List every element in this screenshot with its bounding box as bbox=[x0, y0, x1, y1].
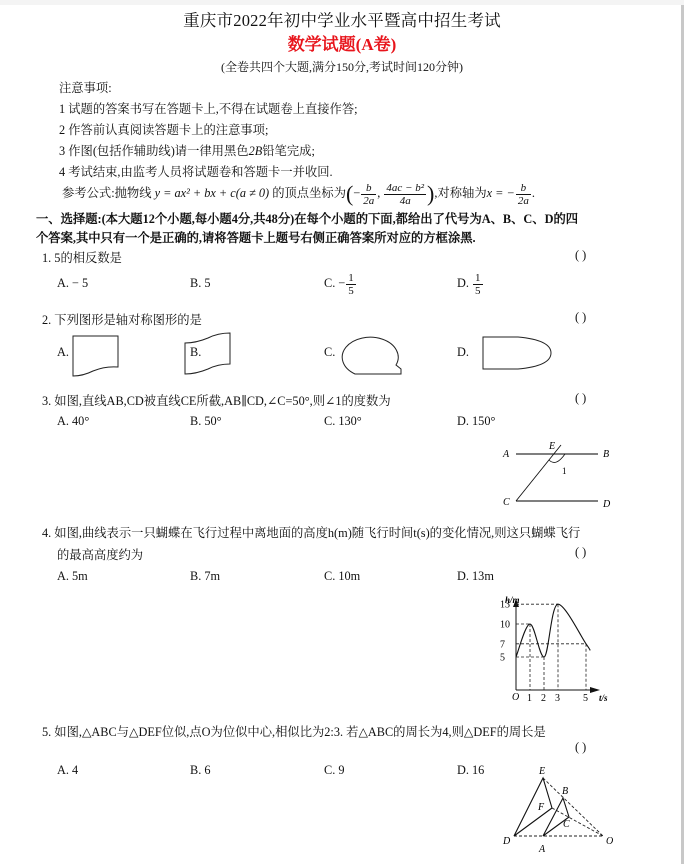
notice-heading: 注意事项: bbox=[59, 81, 112, 95]
y-tick-label: 10 bbox=[500, 619, 510, 631]
triangle-abc bbox=[543, 798, 569, 836]
paper-subtitle: 数学试题(A卷) bbox=[287, 35, 397, 54]
q4-option-d[interactable]: D. 13m bbox=[457, 569, 494, 583]
fraction: $\frac{1}{5}$ bbox=[475, 271, 481, 297]
formula-mid: 的顶点坐标为 bbox=[272, 186, 346, 200]
answer-bracket[interactable]: ( ) bbox=[575, 740, 587, 754]
q2-option-a[interactable]: A. bbox=[57, 345, 69, 359]
notice-item bbox=[59, 141, 315, 159]
q3-parallel-lines-figure bbox=[490, 430, 630, 520]
q4-height-time-chart bbox=[490, 590, 620, 705]
notice-item-text: 3 作图(包括作辅助线)请一律用黑色 bbox=[59, 144, 249, 158]
vertex-y-fraction: $\frac{\text{4ac − b²}}{4a}$ bbox=[386, 181, 425, 207]
q2-option-d[interactable]: D. bbox=[457, 345, 469, 359]
y-tick-label: 13 bbox=[500, 599, 510, 611]
question-3-stem: 3. 如图,直线AB,CD被直线CE所截,AB∥CD,∠C=50°,则∠1的度数为 bbox=[42, 394, 391, 408]
axis-lhs: x = − bbox=[486, 186, 515, 200]
fraction: $\frac{1}{5}$ bbox=[348, 271, 354, 297]
segment-fo bbox=[552, 808, 603, 836]
question-1-stem: 1. 5的相反数是 bbox=[42, 251, 122, 265]
pencil-grade: 2B bbox=[248, 144, 263, 158]
question-4-stem-line1: 4. 如图,曲线表示一只蝴蝶在飞行过程中离地面的高度h(m)随飞行时间t(s)的变化情况,则这只蝴蝶飞行 bbox=[42, 526, 581, 540]
y-tick-label: 5 bbox=[500, 652, 505, 664]
answer-bracket[interactable]: ( ) bbox=[575, 391, 587, 405]
q3-option-c[interactable]: C. 130° bbox=[324, 414, 362, 428]
q1-option-b[interactable]: B. 5 bbox=[190, 276, 211, 290]
label-b: B bbox=[603, 449, 610, 460]
question-5-stem: 5. 如图,△ABC与△DEF位似,点O为位似中心,相似比为2:3. 若△ABC的周长为4,则△DEF的周长是 bbox=[42, 725, 546, 739]
label-angle-1: 1 bbox=[562, 466, 567, 476]
parabola-expression: y = ax² + bx + c(a ≠ 0) bbox=[154, 186, 270, 200]
origin-label: O bbox=[512, 692, 520, 703]
q3-option-d[interactable]: D. 150° bbox=[457, 414, 496, 428]
label-d: D bbox=[603, 499, 611, 510]
x-tick-label: 1 bbox=[527, 693, 532, 704]
notice-item: 4 考试结束,由监考人员将试题卷和答题卡一并收回. bbox=[59, 165, 333, 179]
notice-item-tail: 铅笔完成; bbox=[262, 144, 315, 158]
q1-option-d[interactable]: D. $\frac{1}{5}$ bbox=[457, 271, 481, 297]
label-a: A bbox=[539, 844, 546, 855]
answer-bracket[interactable]: ( ) bbox=[575, 545, 587, 559]
q5-similar-triangles-figure bbox=[495, 760, 625, 864]
label-f: F bbox=[538, 802, 545, 813]
height-curve bbox=[516, 604, 590, 657]
exam-note: (全卷共四个大题,满分150分,考试时间120分钟) bbox=[221, 60, 463, 74]
answer-bracket[interactable]: ( ) bbox=[575, 310, 587, 324]
notice-item: 1 试题的答案书写在答题卡上,不得在试题卷上直接作答; bbox=[59, 102, 358, 116]
y-tick-label: 7 bbox=[500, 639, 505, 651]
q2-option-b[interactable]: B. bbox=[190, 345, 202, 359]
q2-option-c[interactable]: C. bbox=[324, 345, 336, 359]
y-axis-label: h/m bbox=[505, 595, 520, 605]
reference-formula: 参考公式:抛物线 y = ax² + bx + c(a ≠ 0) 的顶点坐标为(− $\frac{b}{2a}$ , $\frac{\text{4ac − b²}}{4a}$ ),对称轴为x = − $\frac{b}{2a}$ . bbox=[62, 181, 535, 207]
q5-option-d[interactable]: D. 16 bbox=[457, 763, 485, 777]
q4-option-c[interactable]: C. 10m bbox=[324, 569, 361, 583]
shape-a-wavy-rectangle bbox=[73, 336, 118, 376]
label-d: D bbox=[503, 836, 511, 847]
section-heading-line2: 个答案,其中只有一个是正确的,请将答题卡上题号右侧正确答案所对应的方框涂黑. bbox=[36, 231, 476, 245]
label-c: C bbox=[563, 819, 570, 830]
label-e: E bbox=[539, 766, 546, 777]
q5-option-a[interactable]: A. 4 bbox=[57, 763, 79, 777]
label-e: E bbox=[549, 441, 556, 452]
x-axis-label: t/s bbox=[599, 693, 608, 703]
q3-option-b[interactable]: B. 50° bbox=[190, 414, 222, 428]
label-o: O bbox=[606, 836, 614, 847]
triangle-def bbox=[514, 778, 552, 836]
label-a: A bbox=[503, 449, 510, 460]
x-tick-label: 3 bbox=[555, 693, 560, 704]
q1-option-a[interactable]: A. − 5 bbox=[57, 276, 89, 290]
viewer-top-strip bbox=[0, 0, 684, 5]
shape-c-speech-bubble bbox=[342, 337, 401, 374]
q3-option-a[interactable]: A. 40° bbox=[57, 414, 90, 428]
q1-option-c[interactable]: C. − $\frac{1}{5}$ bbox=[324, 271, 354, 297]
axis-text: ,对称轴为 bbox=[434, 186, 487, 200]
label-b: B bbox=[562, 786, 569, 797]
q4-option-b[interactable]: B. 7m bbox=[190, 569, 221, 583]
q5-option-b[interactable]: B. 6 bbox=[190, 763, 211, 777]
question-2-stem: 2. 下列图形是轴对称图形的是 bbox=[42, 313, 202, 327]
q5-option-c[interactable]: C. 9 bbox=[324, 763, 345, 777]
formula-prefix: 参考公式:抛物线 bbox=[62, 186, 152, 200]
q4-option-a[interactable]: A. 5m bbox=[57, 569, 88, 583]
section-heading-line1: 一、选择题:(本大题12个小题,每小题4分,共48分)在每个小题的下面,都给出了代号为A、B、C、D的四 bbox=[36, 212, 579, 226]
vertex-x-fraction: $\frac{b}{2a}$ bbox=[363, 181, 375, 207]
line-ce bbox=[516, 445, 561, 501]
shape-d-bullet bbox=[483, 337, 551, 369]
angle-1-arc bbox=[549, 454, 565, 462]
question-4-stem-line2: 的最高高度约为 bbox=[57, 548, 144, 562]
label-c: C bbox=[503, 497, 510, 508]
x-tick-label: 5 bbox=[583, 693, 588, 704]
exam-title: 重庆市2022年初中学业水平暨高中招生考试 bbox=[183, 11, 501, 30]
notice-item: 2 作答前认真阅读答题卡上的注意事项; bbox=[59, 123, 269, 137]
answer-bracket[interactable]: ( ) bbox=[575, 248, 587, 262]
axis-fraction: $\frac{b}{2a}$ bbox=[517, 181, 529, 207]
x-tick-label: 2 bbox=[541, 693, 546, 704]
